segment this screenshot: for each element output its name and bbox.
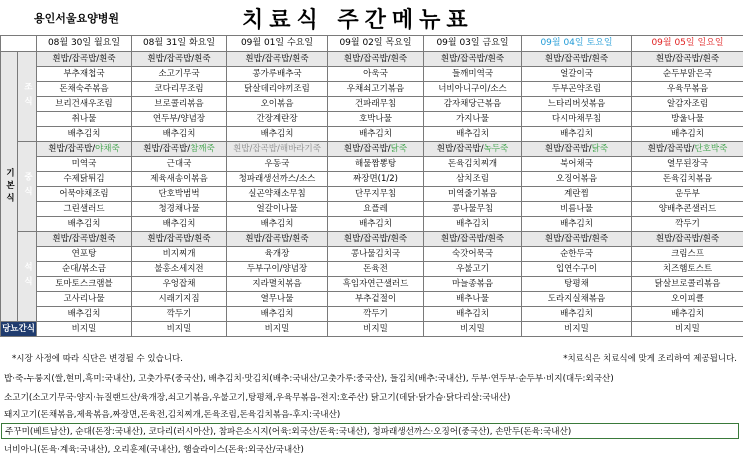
breakfast-row: [1, 82, 743, 97]
menu-cell: 우엉잡채: [132, 277, 227, 292]
menu-cell: 닭살데리야끼조림: [227, 82, 328, 97]
menu-cell: 흰밥/잡곡밥/흰죽: [522, 232, 632, 247]
menu-cell: 그린샐러드: [37, 202, 132, 217]
dinner-row: [1, 262, 743, 277]
menu-cell: 흰밥/잡곡밥/녹두죽: [424, 142, 522, 157]
menu-cell: 깍두기: [132, 307, 227, 322]
menu-cell: 운두부: [632, 187, 743, 202]
menu-cell: 불홍소세지전: [132, 262, 227, 277]
menu-cell: 배추김치: [632, 307, 743, 322]
menu-cell: 배추김치: [132, 127, 227, 142]
menu-cell: 북어채국: [522, 157, 632, 172]
snack-row: [1, 322, 743, 337]
breakfast-row: [1, 97, 743, 112]
menu-cell: 흰밥/잡곡밥/단호박죽: [632, 142, 743, 157]
menu-cell: 소고기무국: [132, 67, 227, 82]
menu-cell: 콩나물김치국: [328, 247, 424, 262]
dinner-row: [1, 277, 743, 292]
breakfast-row: [1, 112, 743, 127]
snack-cell: 비지밀: [132, 322, 227, 337]
menu-cell: 고사리나물: [37, 292, 132, 307]
menu-cell: 배추김치: [37, 307, 132, 322]
menu-cell: 삼치조림: [424, 172, 522, 187]
dinner-row: [1, 232, 743, 247]
menu-cell: 탕평채: [522, 277, 632, 292]
menu-cell: 돈육김치볶음: [632, 172, 743, 187]
menu-cell: 미역줄기볶음: [424, 187, 522, 202]
menu-cell: 흰밥/잡곡밥/흰죽: [424, 232, 522, 247]
menu-cell: 비지찌개: [132, 247, 227, 262]
dinner-row: [1, 247, 743, 262]
menu-cell: 배추김치: [328, 217, 424, 232]
menu-cell: 아욱국: [328, 67, 424, 82]
menu-cell: 호박나물: [328, 112, 424, 127]
page-title: 치료식 주간메뉴표: [242, 8, 474, 33]
day-header: 09월 02일 목요일: [328, 36, 424, 52]
breakfast-row: [1, 67, 743, 82]
menu-cell: 배추김치: [424, 217, 522, 232]
note-right: *치료식은 치료식에 맞게 조리하여 제공됩니다.: [563, 354, 737, 364]
menu-cell: 비름나물: [522, 202, 632, 217]
menu-cell: 취나물: [37, 112, 132, 127]
menu-cell: 흰밥/잡곡밥/닭죽: [522, 142, 632, 157]
menu-cell: 느타리버섯볶음: [522, 97, 632, 112]
menu-cell: 실곤약채소무침: [227, 187, 328, 202]
menu-cell: 열무나물: [227, 292, 328, 307]
menu-cell: 부추겉절이: [328, 292, 424, 307]
menu-cell: 감자채당근볶음: [424, 97, 522, 112]
menu-cell: 우불고기: [424, 262, 522, 277]
menu-cell: 순대/볶소금: [37, 262, 132, 277]
menu-cell: 단무지무침: [328, 187, 424, 202]
menu-cell: 배추김치: [424, 127, 522, 142]
menu-cell: 코다리무조림: [132, 82, 227, 97]
origin-line-processed: 너비아니(돈육·계육:국내산), 오리훈제(국내산), 햄슬라이스(돈육:외국산/국내산): [4, 445, 304, 455]
menu-cell: 오이피클: [632, 292, 743, 307]
menu-cell: 부추재첩국: [37, 67, 132, 82]
menu-cell: 돈채숙주볶음: [37, 82, 132, 97]
menu-cell: 흰밥/잡곡밥/흰죽: [328, 52, 424, 67]
menu-cell: 숙갓어묵국: [424, 247, 522, 262]
origin-line-rice: 밥·죽-누룽지(쌀,현미,흑미:국내산), 고춧가루(중국산), 배추김치·맛김치(배추:국내산/고춧가루:중국산), 들김치(배추:국내산), 두부·연두부·순두부·비지(대두:외국산): [4, 374, 614, 384]
menu-cell: 청파래생선까스/소스: [227, 172, 328, 187]
menu-cell: 흰밥/잡곡밥/흰죽: [132, 52, 227, 67]
menu-cell: 돈육김치찌개: [424, 157, 522, 172]
menu-cell: 지라멸치볶음: [227, 277, 328, 292]
menu-cell: 연두부/양념장: [132, 112, 227, 127]
menu-cell: 배추김치: [522, 217, 632, 232]
menu-cell: 연포탕: [37, 247, 132, 262]
menu-cell: 흰밥/잡곡밥/흰죽: [37, 232, 132, 247]
menu-cell: 흰밥/잡곡밥/흰죽: [37, 52, 132, 67]
menu-cell: 흰밥/잡곡밥/흰죽: [522, 52, 632, 67]
menu-cell: 크림스프: [632, 247, 743, 262]
menu-cell: 들깨미역국: [424, 67, 522, 82]
menu-cell: 배추김치: [227, 217, 328, 232]
menu-cell: 도라지실채볶음: [522, 292, 632, 307]
menu-cell: 근대국: [132, 157, 227, 172]
menu-cell: 흰밥/잡곡밥/참깨죽: [132, 142, 227, 157]
menu-cell: 배추김치: [37, 127, 132, 142]
note-left: *시장 사정에 따라 식단은 변경될 수 있습니다.: [12, 354, 183, 364]
menu-cell: 토마토스크램블: [37, 277, 132, 292]
menu-cell: 우육무볶음: [632, 82, 743, 97]
lunch-row: [1, 217, 743, 232]
lunch-row: [1, 187, 743, 202]
menu-cell: 알감자조림: [632, 97, 743, 112]
menu-cell: 다시마채무침: [522, 112, 632, 127]
menu-cell: 너비아니구이/소스: [424, 82, 522, 97]
menu-cell: 방울나물: [632, 112, 743, 127]
header-corner: [1, 36, 37, 52]
menu-cell: 흰밥/잡곡밥/해바라기죽: [227, 142, 328, 157]
origin-line-pork: 돼지고기(돈채볶음,제육볶음,짜장면,돈육전,김치찌개,돈육조림,돈육김치볶음-후지:국내산): [4, 410, 341, 420]
menu-cell: 제육새송이볶음: [132, 172, 227, 187]
menu-cell: 흰밥/잡곡밥/흰죽: [227, 52, 328, 67]
menu-cell: 해물짬뽕탕: [328, 157, 424, 172]
menu-cell: 단호박범벅: [132, 187, 227, 202]
menu-cell: 순한두국: [522, 247, 632, 262]
menu-cell: 배추김치: [132, 217, 227, 232]
menu-cell: 흑임자연근샐러드: [328, 277, 424, 292]
meal-label-snack: 당뇨간식: [1, 322, 37, 337]
day-header: 08월 30일 월요일: [37, 36, 132, 52]
menu-cell: 청경채나물: [132, 202, 227, 217]
menu-cell: 흰밥/잡곡밥/흰죽: [632, 52, 743, 67]
meal-label-breakfast: 조식: [18, 52, 37, 142]
menu-cell: 우채쇠고기볶음: [328, 82, 424, 97]
snack-cell: 비지밀: [328, 322, 424, 337]
menu-cell: 배추나물: [424, 292, 522, 307]
snack-cell: 비지밀: [424, 322, 522, 337]
day-header: 08월 31일 화요일: [132, 36, 227, 52]
menu-cell: 시래기지짐: [132, 292, 227, 307]
origin-line-beef-chicken: 소고기(소고기무국·양지·뉴질랜드산/육개장,쇠고기볶음,우불고기,탕평채,우육무볶음-전지:호주산) 닭고기(데닭·닭가슴·닭다리살:국내산): [4, 393, 511, 403]
menu-cell: 흰밥/잡곡밥/야채죽: [37, 142, 132, 157]
menu-cell: 배추김치: [37, 217, 132, 232]
menu-cell: 얼갈이국: [522, 67, 632, 82]
day-header: 09월 01일 수요일: [227, 36, 328, 52]
menu-cell: 콩나물무침: [424, 202, 522, 217]
menu-cell: 돈육전: [328, 262, 424, 277]
header-row: [1, 36, 743, 52]
snack-cell: 비지밀: [227, 322, 328, 337]
menu-cell: 깍두기: [328, 307, 424, 322]
menu-cell: 양배추콘샐러드: [632, 202, 743, 217]
menu-cell: 배추김치: [227, 127, 328, 142]
menu-cell: 닭살브로콜리볶음: [632, 277, 743, 292]
breakfast-row: [1, 127, 743, 142]
menu-cell: 오징어볶음: [522, 172, 632, 187]
menu-cell: 요플레: [328, 202, 424, 217]
menu-cell: 흰밥/잡곡밥/흰죽: [632, 232, 743, 247]
menu-cell: 배추김치: [424, 307, 522, 322]
menu-cell: 우동국: [227, 157, 328, 172]
hospital-name: 용인서울요양병원: [34, 12, 120, 25]
menu-cell: 마늘종볶음: [424, 277, 522, 292]
menu-cell: 배추김치: [328, 127, 424, 142]
menu-cell: 콩가루배추국: [227, 67, 328, 82]
menu-cell: 흰밥/잡곡밥/흰죽: [328, 232, 424, 247]
menu-cell: 배추김치: [632, 127, 743, 142]
day-header-sunday: 09월 05일 일요일: [632, 36, 743, 52]
day-header: 09월 03일 금요일: [424, 36, 522, 52]
dinner-row: [1, 307, 743, 322]
menu-cell: 얼갈이나물: [227, 202, 328, 217]
menu-cell: 미역국: [37, 157, 132, 172]
lunch-row: [1, 172, 743, 187]
menu-cell: 오이볶음: [227, 97, 328, 112]
menu-cell: 배추김치: [522, 307, 632, 322]
menu-cell: 배추김치: [522, 127, 632, 142]
menu-cell: 계란찜: [522, 187, 632, 202]
menu-cell: 두부구이/양념장: [227, 262, 328, 277]
snack-cell: 비지밀: [522, 322, 632, 337]
menu-cell: 두부곤약조림: [522, 82, 632, 97]
menu-cell: 열무된장국: [632, 157, 743, 172]
lunch-row: [1, 142, 743, 157]
meal-label-lunch: 중식: [18, 142, 37, 232]
menu-cell: 깍두기: [632, 217, 743, 232]
menu-cell: 입연수구이: [522, 262, 632, 277]
dinner-row: [1, 292, 743, 307]
day-header-saturday: 09월 04일 토요일: [522, 36, 632, 52]
menu-cell: 브로콜리볶음: [132, 97, 227, 112]
menu-cell: 치즈햄토스트: [632, 262, 743, 277]
origin-line-seafood: 주꾸미(베트남산), 순대(돈장:국내산), 코다리(러시아산), 참파은소시지(어육:외국산/돈육:국내산), 청파래생선까스·오징어(중국산), 손만두(돈육:국내산): [1, 423, 739, 439]
menu-cell: 가지나물: [424, 112, 522, 127]
snack-cell: 비지밀: [632, 322, 743, 337]
menu-cell: 어묵야채조림: [37, 187, 132, 202]
menu-cell: 흰밥/잡곡밥/흰죽: [132, 232, 227, 247]
menu-cell: 짜장면(1/2): [328, 172, 424, 187]
menu-cell: 건파래무침: [328, 97, 424, 112]
snack-cell: 비지밀: [37, 322, 132, 337]
menu-cell: 흰밥/잡곡밥/흰죽: [227, 232, 328, 247]
menu-table: [0, 35, 743, 337]
meal-label-dinner: 석식: [18, 232, 37, 322]
lunch-row: [1, 157, 743, 172]
menu-cell: 브리건새우조림: [37, 97, 132, 112]
breakfast-row: [1, 52, 743, 67]
side-label-basic: 기본식: [1, 52, 18, 322]
menu-cell: 흰밥/잡곡밥/닭죽: [328, 142, 424, 157]
menu-cell: 배추김치: [227, 307, 328, 322]
menu-cell: 순두부맑은국: [632, 67, 743, 82]
menu-cell: 흰밥/잡곡밥/흰죽: [424, 52, 522, 67]
menu-cell: 육개장: [227, 247, 328, 262]
menu-cell: 수제닭튀김: [37, 172, 132, 187]
lunch-row: [1, 202, 743, 217]
menu-cell: 간장계란장: [227, 112, 328, 127]
